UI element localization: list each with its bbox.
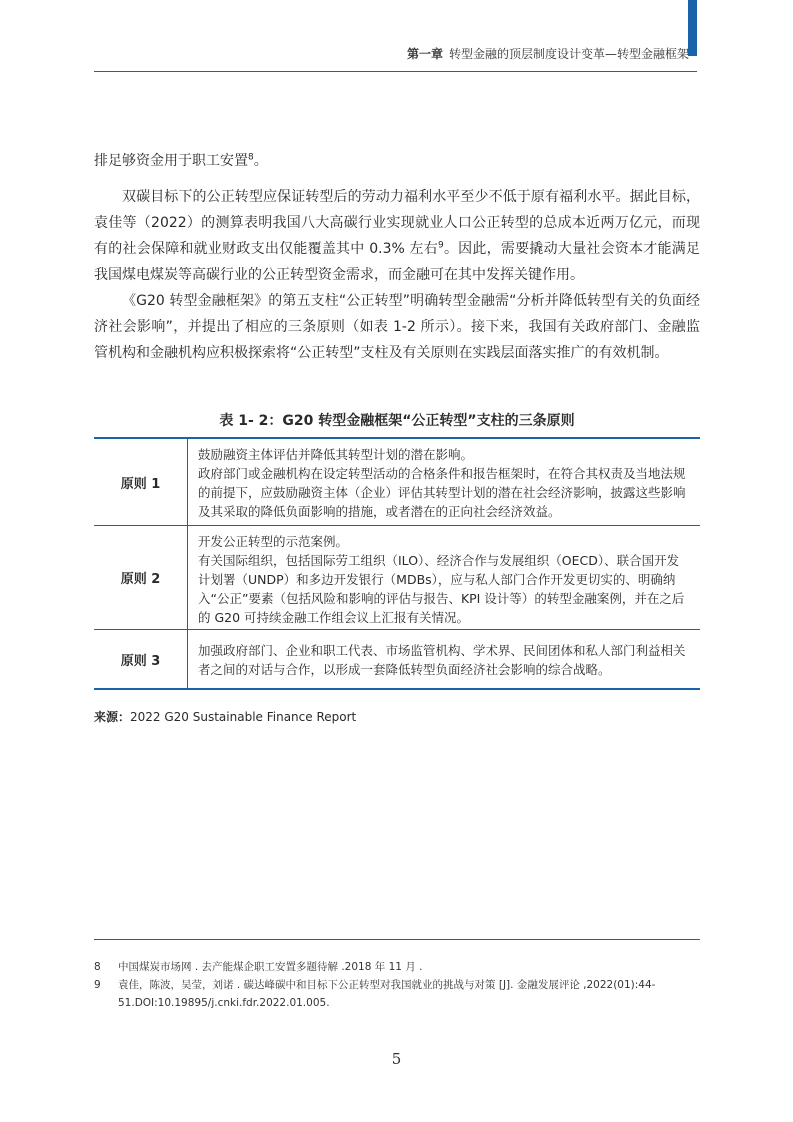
content-line: 有关国际组织，包括国际劳工组织（ILO）、经济合作与发展组织（OECD）、联合国开发计划署（UNDP）和多边开发银行（MDBs），应与私人部门合作开发更切实的、明确纳入“公正”要素（包括风险和影响的评估与报告、KPI 设计等）的转型金融案例，并在之后的 G20 可持续金融工作组会议上汇报有关情况。 [198,553,685,625]
principles-table [94,437,700,690]
row-content [188,439,700,525]
table-source [94,708,356,725]
running-header [407,45,689,62]
source-label: 来源： [94,710,131,724]
source-text: 2022 G20 Sustainable Finance Report [130,710,357,724]
footnote-ref-9[interactable]: 9 [437,240,444,251]
footnote-continuation: 51.DOI:10.19895/j.cnki.fdr.2022.01.005. [118,997,330,1009]
paragraph-1 [94,148,700,174]
table-row [94,525,700,629]
footnote-number: 9 [94,979,101,991]
row-content [188,526,700,629]
footnote-8 [94,958,700,976]
paragraph-1-text: 排足够资金用于职工安置 [94,153,248,169]
content-line: 开发公正转型的示范案例。 [198,534,349,549]
chapter-number: 第一章 [406,47,443,61]
content-line: 政府部门或金融机构在设定转型活动的合格条件和报告框架时，在符合其权责及当地法规的前提下，应鼓励融资主体（企业）评估其转型计划的潜在社会经济影响，披露这些影响及其采取的降低负面影响的措施，或者潜在的正向社会经济效益。 [198,466,686,519]
footnote-rule [94,939,700,940]
row-label: 原则 3 [94,630,188,688]
paragraph-3: 《G20 转型金融框架》的第五支柱“公正转型”明确转型金融需“分析并降低转型有关的负面经济社会影响”，并提出了相应的三条原则（如表 1-2 所示）。接下来，我国有关政府部门、金融监管机构和金融机构应积极探索将“公正转型”支柱及有关原则在实践层面落实推广的有效机制。 [94,293,700,361]
header-accent-bar [688,0,697,56]
row-label: 原则 2 [94,526,188,629]
table-title: 表 1- 2：G20 转型金融框架“公正转型”支柱的三条原则 [219,413,575,429]
paragraph-2-end: 。因此，需要撬动大量社会资本才能满足我国煤电煤炭等高碳行业的公正转型资金需求，而金融可在其中发挥关键作用。 [94,241,701,283]
header-rule [94,71,697,72]
page-number: 5 [391,1050,402,1068]
content-line: 加强政府部门、企业和职工代表、市场监管机构、学术界、民间团体和私人部门利益相关者之间的对话与合作，以形成一套降低转型负面经济社会影响的综合战略。 [198,643,686,677]
chapter-title: 转型金融的顶层制度设计变革—转型金融框架 [448,47,689,61]
footnote-text: 袁佳，陈波，吴莹，刘诺 . 碳达峰碳中和目标下公正转型对我国就业的挑战与对策 [J]. 金融发展评论 ,2022(01):44- [118,979,656,991]
footnote-number: 8 [94,961,101,973]
paragraph-2-text: 双碳目标下的公正转型应保证转型后的劳动力福利水平至少不低于原有福利水平。据此目标，袁佳等（2022）的测算表明我国八大高碳行业实现就业人口公正转型的总成本近两万亿元，而现有的社会保障和就业财政支出仅能覆盖其中 0.3% 左右 [94,189,700,257]
row-label: 原则 1 [94,439,188,525]
row-content [188,630,700,688]
footnote-9 [94,976,700,1012]
paragraph-2 [94,184,700,288]
footnote-ref-8[interactable]: 8 [248,152,254,163]
table-row [94,439,700,525]
table-row [94,629,700,688]
content-line: 鼓励融资主体评估并降低其转型计划的潜在影响。 [198,447,474,462]
footnote-text: 中国煤炭市场网 . 去产能煤企职工安置多题待解 .2018 年 11 月 . [118,961,423,973]
paragraph-1-end: 。 [253,153,268,169]
